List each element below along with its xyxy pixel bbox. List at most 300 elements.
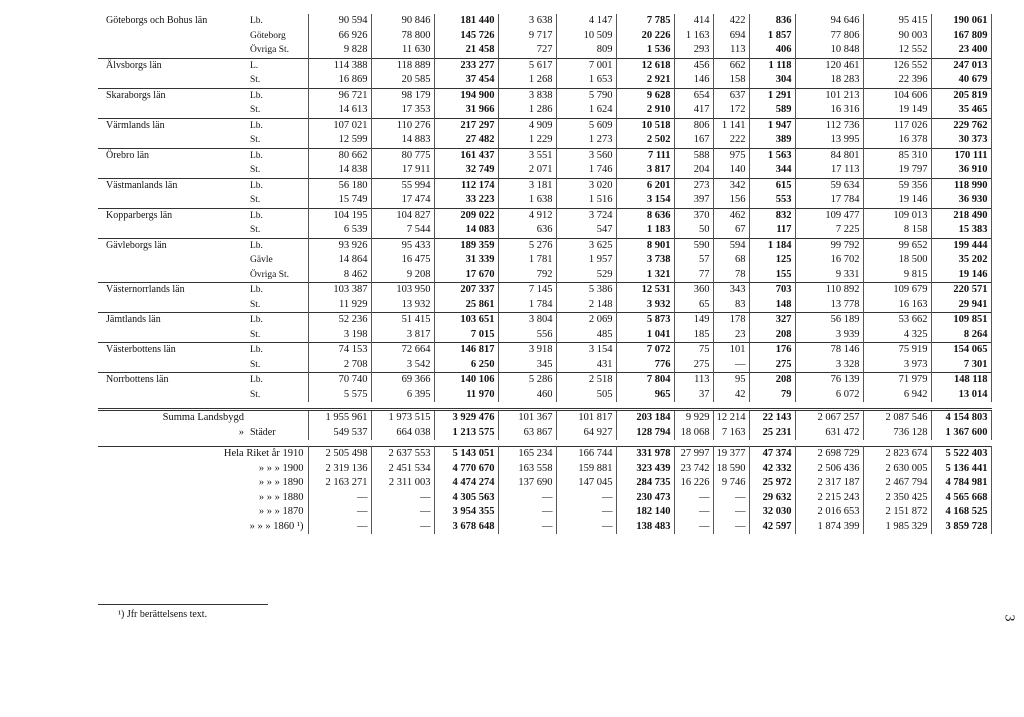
table-cell: 118 889 bbox=[371, 58, 434, 73]
table-cell: 736 128 bbox=[863, 426, 931, 441]
table-cell: 594 bbox=[713, 238, 749, 253]
table-cell: 163 558 bbox=[498, 462, 556, 477]
table-cell: 159 881 bbox=[556, 462, 616, 477]
table-cell: 112 174 bbox=[434, 178, 498, 193]
table-cell: 360 bbox=[674, 283, 713, 298]
table-cell: 203 184 bbox=[616, 410, 674, 426]
table-cell: 230 473 bbox=[616, 491, 674, 506]
table-cell: 2 708 bbox=[308, 358, 371, 373]
region-name bbox=[98, 358, 248, 373]
row-subtype: St. bbox=[248, 163, 308, 178]
table-cell: 1 291 bbox=[749, 88, 795, 103]
table-cell: 20 226 bbox=[616, 29, 674, 44]
table-row bbox=[98, 29, 991, 44]
table-cell: 10 848 bbox=[795, 43, 863, 58]
table-cell: 19 377 bbox=[713, 447, 749, 462]
table-cell: 293 bbox=[674, 43, 713, 58]
table-cell: 8 264 bbox=[931, 328, 991, 343]
table-cell: 664 038 bbox=[371, 426, 434, 441]
table-cell: 505 bbox=[556, 388, 616, 403]
table-cell: 110 276 bbox=[371, 118, 434, 133]
footnote: ¹) Jfr berättelsens text. bbox=[118, 609, 208, 620]
table-cell: 18 068 bbox=[674, 426, 713, 441]
row-subtype: St. bbox=[248, 103, 308, 118]
total-row bbox=[98, 491, 991, 506]
table-cell: 589 bbox=[749, 103, 795, 118]
footnote-rule bbox=[98, 604, 268, 605]
table-cell: 1 321 bbox=[616, 268, 674, 283]
table-cell: 9 717 bbox=[498, 29, 556, 44]
table-cell: 17 353 bbox=[371, 103, 434, 118]
table-cell: 792 bbox=[498, 268, 556, 283]
table-cell: 84 801 bbox=[795, 148, 863, 163]
table-cell: 78 bbox=[713, 268, 749, 283]
table-cell: 2 518 bbox=[556, 373, 616, 388]
region-name: Jämtlands län bbox=[98, 313, 248, 328]
table-cell: 9 208 bbox=[371, 268, 434, 283]
table-cell: 331 978 bbox=[616, 447, 674, 462]
table-cell: 3 724 bbox=[556, 208, 616, 223]
row-subtype: Lb. bbox=[248, 14, 308, 29]
table-cell: 76 139 bbox=[795, 373, 863, 388]
table-cell: 204 bbox=[674, 163, 713, 178]
table-cell: 2 151 872 bbox=[863, 505, 931, 520]
table-cell: 3 638 bbox=[498, 14, 556, 29]
table-cell: — bbox=[674, 491, 713, 506]
table-cell: 104 827 bbox=[371, 208, 434, 223]
table-cell: 138 483 bbox=[616, 520, 674, 535]
table-cell: 3 804 bbox=[498, 313, 556, 328]
table-cell: 3 932 bbox=[616, 298, 674, 313]
region-name bbox=[98, 388, 248, 403]
table-row bbox=[98, 43, 991, 58]
table-cell: 1 947 bbox=[749, 118, 795, 133]
table-cell: 12 531 bbox=[616, 283, 674, 298]
table-cell: 417 bbox=[674, 103, 713, 118]
table-cell: — bbox=[371, 505, 434, 520]
table-row bbox=[98, 118, 991, 133]
table-cell: — bbox=[371, 491, 434, 506]
table-cell: 2 067 257 bbox=[795, 410, 863, 426]
table-cell: 4 168 525 bbox=[931, 505, 991, 520]
table-cell: 22 143 bbox=[749, 410, 795, 426]
table-cell: 77 806 bbox=[795, 29, 863, 44]
total-label: » » » 1900 bbox=[98, 462, 308, 477]
table-cell: 11 929 bbox=[308, 298, 371, 313]
region-name: Skaraborgs län bbox=[98, 88, 248, 103]
row-subtype: St. bbox=[248, 193, 308, 208]
table-cell: 172 bbox=[713, 103, 749, 118]
table-cell: 1 857 bbox=[749, 29, 795, 44]
table-cell: 1 985 329 bbox=[863, 520, 931, 535]
table-cell: 2 502 bbox=[616, 133, 674, 148]
row-subtype: Göteborg bbox=[248, 29, 308, 44]
table-cell: 36 910 bbox=[931, 163, 991, 178]
table-cell: — bbox=[674, 520, 713, 535]
table-cell: 56 189 bbox=[795, 313, 863, 328]
table-row bbox=[98, 223, 991, 238]
table-cell: — bbox=[498, 491, 556, 506]
region-name bbox=[98, 103, 248, 118]
table-cell: 17 670 bbox=[434, 268, 498, 283]
table-cell: 229 762 bbox=[931, 118, 991, 133]
table-cell: 2 319 136 bbox=[308, 462, 371, 477]
table-cell: 101 367 bbox=[498, 410, 556, 426]
table-cell: 1 268 bbox=[498, 73, 556, 88]
table-cell: 104 195 bbox=[308, 208, 371, 223]
table-cell: 33 223 bbox=[434, 193, 498, 208]
table-cell: 345 bbox=[498, 358, 556, 373]
table-cell: 166 744 bbox=[556, 447, 616, 462]
table-cell: 549 537 bbox=[308, 426, 371, 441]
table-cell: 199 444 bbox=[931, 238, 991, 253]
table-row bbox=[98, 88, 991, 103]
table-cell: 6 072 bbox=[795, 388, 863, 403]
table-cell: 1 041 bbox=[616, 328, 674, 343]
table-cell: 233 277 bbox=[434, 58, 498, 73]
table-cell: 113 bbox=[674, 373, 713, 388]
table-cell: 16 316 bbox=[795, 103, 863, 118]
table-row bbox=[98, 73, 991, 88]
sum-subtype: Städer bbox=[248, 426, 308, 441]
table-cell: 9 828 bbox=[308, 43, 371, 58]
table-row bbox=[98, 58, 991, 73]
table-cell: 1 286 bbox=[498, 103, 556, 118]
population-table bbox=[98, 14, 992, 534]
table-cell: — bbox=[556, 520, 616, 535]
table-cell: 47 374 bbox=[749, 447, 795, 462]
table-cell: 806 bbox=[674, 118, 713, 133]
table-cell: 137 690 bbox=[498, 476, 556, 491]
table-cell: 37 454 bbox=[434, 73, 498, 88]
table-cell: 529 bbox=[556, 268, 616, 283]
region-name: Norrbottens län bbox=[98, 373, 248, 388]
row-subtype: Lb. bbox=[248, 118, 308, 133]
table-cell: 147 045 bbox=[556, 476, 616, 491]
table-cell: 35 465 bbox=[931, 103, 991, 118]
table-row bbox=[98, 283, 991, 298]
region-name: Västerbottens län bbox=[98, 343, 248, 358]
table-cell: 703 bbox=[749, 283, 795, 298]
table-cell: 95 433 bbox=[371, 238, 434, 253]
table-cell: 2 467 794 bbox=[863, 476, 931, 491]
table-cell: 5 522 403 bbox=[931, 447, 991, 462]
table-cell: — bbox=[713, 358, 749, 373]
table-cell: 1 536 bbox=[616, 43, 674, 58]
table-cell: 836 bbox=[749, 14, 795, 29]
table-cell: 4 784 981 bbox=[931, 476, 991, 491]
table-cell: 654 bbox=[674, 88, 713, 103]
table-row bbox=[98, 358, 991, 373]
table-cell: 8 462 bbox=[308, 268, 371, 283]
table-cell: 6 250 bbox=[434, 358, 498, 373]
table-cell: 182 140 bbox=[616, 505, 674, 520]
table-cell: 103 387 bbox=[308, 283, 371, 298]
table-cell: 13 995 bbox=[795, 133, 863, 148]
table-cell: 16 163 bbox=[863, 298, 931, 313]
table-cell: 5 790 bbox=[556, 88, 616, 103]
table-cell: 16 378 bbox=[863, 133, 931, 148]
row-subtype: Lb. bbox=[248, 208, 308, 223]
table-cell: 118 990 bbox=[931, 178, 991, 193]
region-name: Gävleborgs län bbox=[98, 238, 248, 253]
table-cell: 1 781 bbox=[498, 253, 556, 268]
table-cell: 16 702 bbox=[795, 253, 863, 268]
table-cell: 27 997 bbox=[674, 447, 713, 462]
table-cell: 7 163 bbox=[713, 426, 749, 441]
row-subtype: L. bbox=[248, 58, 308, 73]
table-cell: 3 738 bbox=[616, 253, 674, 268]
sum-row bbox=[98, 426, 991, 441]
table-cell: 156 bbox=[713, 193, 749, 208]
total-label: » » » 1870 bbox=[98, 505, 308, 520]
table-cell: 1 516 bbox=[556, 193, 616, 208]
table-cell: 13 014 bbox=[931, 388, 991, 403]
table-cell: 694 bbox=[713, 29, 749, 44]
table-row bbox=[98, 178, 991, 193]
table-cell: 3 678 648 bbox=[434, 520, 498, 535]
table-cell: 42 bbox=[713, 388, 749, 403]
region-name: Göteborgs och Bohus län bbox=[106, 15, 208, 26]
table-cell: 90 846 bbox=[371, 14, 434, 29]
table-cell: 67 bbox=[713, 223, 749, 238]
table-cell: 93 926 bbox=[308, 238, 371, 253]
region-name: Örebro län bbox=[98, 148, 248, 163]
table-cell: 14 838 bbox=[308, 163, 371, 178]
table-cell: 218 490 bbox=[931, 208, 991, 223]
table-cell: — bbox=[498, 505, 556, 520]
table-cell: — bbox=[308, 505, 371, 520]
table-cell: 5 575 bbox=[308, 388, 371, 403]
row-subtype: Lb. bbox=[248, 238, 308, 253]
page-number: 3 bbox=[1001, 614, 1017, 622]
table-cell: 3 181 bbox=[498, 178, 556, 193]
row-subtype: St. bbox=[248, 223, 308, 238]
table-cell: 1 118 bbox=[749, 58, 795, 73]
table-cell: 5 143 051 bbox=[434, 447, 498, 462]
table-cell: 422 bbox=[713, 14, 749, 29]
table-cell: 5 617 bbox=[498, 58, 556, 73]
table-cell: 342 bbox=[713, 178, 749, 193]
table-cell: 6 395 bbox=[371, 388, 434, 403]
table-cell: 4 147 bbox=[556, 14, 616, 29]
table-cell: 170 111 bbox=[931, 148, 991, 163]
table-cell: 78 800 bbox=[371, 29, 434, 44]
table-cell: 1 163 bbox=[674, 29, 713, 44]
table-cell: 6 942 bbox=[863, 388, 931, 403]
table-cell: 9 815 bbox=[863, 268, 931, 283]
total-label: » » » 1890 bbox=[98, 476, 308, 491]
table-cell: 178 bbox=[713, 313, 749, 328]
row-subtype: Lb. bbox=[248, 343, 308, 358]
table-cell: 1 367 600 bbox=[931, 426, 991, 441]
table-cell: 1 784 bbox=[498, 298, 556, 313]
table-cell: 165 234 bbox=[498, 447, 556, 462]
table-cell: 7 301 bbox=[931, 358, 991, 373]
table-cell: 18 283 bbox=[795, 73, 863, 88]
table-row bbox=[98, 238, 991, 253]
table-cell: 181 440 bbox=[434, 14, 498, 29]
table-cell: 14 613 bbox=[308, 103, 371, 118]
table-cell: 120 461 bbox=[795, 58, 863, 73]
table-cell: 460 bbox=[498, 388, 556, 403]
table-row bbox=[98, 268, 991, 283]
table-cell: 1 141 bbox=[713, 118, 749, 133]
table-cell: 5 386 bbox=[556, 283, 616, 298]
table-cell: 1 624 bbox=[556, 103, 616, 118]
table-cell: 42 332 bbox=[749, 462, 795, 477]
table-cell: 975 bbox=[713, 148, 749, 163]
table-cell: 176 bbox=[749, 343, 795, 358]
table-cell: 74 153 bbox=[308, 343, 371, 358]
table-cell: 65 bbox=[674, 298, 713, 313]
table-cell: 71 979 bbox=[863, 373, 931, 388]
spacer-row bbox=[98, 402, 991, 410]
row-subtype: Lb. bbox=[248, 178, 308, 193]
region-name: Älvsborgs län bbox=[98, 58, 248, 73]
table-cell: 117 bbox=[749, 223, 795, 238]
table-cell: 42 597 bbox=[749, 520, 795, 535]
table-cell: 29 941 bbox=[931, 298, 991, 313]
table-cell: 5 873 bbox=[616, 313, 674, 328]
table-cell: 323 439 bbox=[616, 462, 674, 477]
table-cell: 109 477 bbox=[795, 208, 863, 223]
table-cell: — bbox=[674, 505, 713, 520]
table-cell: 7 225 bbox=[795, 223, 863, 238]
sum-row bbox=[98, 410, 991, 426]
table-cell: 113 bbox=[713, 43, 749, 58]
table-row bbox=[98, 133, 991, 148]
table-cell: 190 061 bbox=[931, 14, 991, 29]
table-cell: 462 bbox=[713, 208, 749, 223]
table-cell: 167 809 bbox=[931, 29, 991, 44]
table-cell: 485 bbox=[556, 328, 616, 343]
table-cell: 185 bbox=[674, 328, 713, 343]
table-cell: 3 551 bbox=[498, 148, 556, 163]
table-cell: 2 317 187 bbox=[795, 476, 863, 491]
table-cell: 4 154 803 bbox=[931, 410, 991, 426]
table-cell: 10 518 bbox=[616, 118, 674, 133]
table-cell: 128 794 bbox=[616, 426, 674, 441]
region-name bbox=[98, 193, 248, 208]
table-cell: 112 736 bbox=[795, 118, 863, 133]
table-cell: 1 653 bbox=[556, 73, 616, 88]
table-cell: — bbox=[308, 520, 371, 535]
table-cell: 4 912 bbox=[498, 208, 556, 223]
table-cell: 615 bbox=[749, 178, 795, 193]
table-cell: 63 867 bbox=[498, 426, 556, 441]
table-cell: 158 bbox=[713, 73, 749, 88]
sum-label: Summa Landsbygd bbox=[98, 410, 248, 426]
row-subtype: Lb. bbox=[248, 283, 308, 298]
table-cell: 27 482 bbox=[434, 133, 498, 148]
table-cell: 275 bbox=[674, 358, 713, 373]
table-cell: 37 bbox=[674, 388, 713, 403]
table-cell: 343 bbox=[713, 283, 749, 298]
table-cell: 2 163 271 bbox=[308, 476, 371, 491]
table-cell: 275 bbox=[749, 358, 795, 373]
region-name bbox=[98, 163, 248, 178]
table-cell: 2 016 653 bbox=[795, 505, 863, 520]
table-cell: 56 180 bbox=[308, 178, 371, 193]
table-cell: 25 972 bbox=[749, 476, 795, 491]
table-cell: 7 785 bbox=[616, 14, 674, 29]
table-cell: 4 770 670 bbox=[434, 462, 498, 477]
table-cell: 101 213 bbox=[795, 88, 863, 103]
table-cell: 51 415 bbox=[371, 313, 434, 328]
table-cell: 125 bbox=[749, 253, 795, 268]
table-cell: 149 bbox=[674, 313, 713, 328]
table-cell: 50 bbox=[674, 223, 713, 238]
table-cell: 23 bbox=[713, 328, 749, 343]
table-cell: 72 664 bbox=[371, 343, 434, 358]
table-cell: 101 817 bbox=[556, 410, 616, 426]
table-cell: 83 bbox=[713, 298, 749, 313]
table-cell: 220 571 bbox=[931, 283, 991, 298]
table-cell: 126 552 bbox=[863, 58, 931, 73]
row-subtype: Lb. bbox=[248, 373, 308, 388]
table-cell: 109 013 bbox=[863, 208, 931, 223]
table-cell: 6 539 bbox=[308, 223, 371, 238]
table-cell: 32 749 bbox=[434, 163, 498, 178]
region-name bbox=[98, 328, 248, 343]
table-cell: 4 474 274 bbox=[434, 476, 498, 491]
table-cell: 90 594 bbox=[308, 14, 371, 29]
table-cell: — bbox=[556, 491, 616, 506]
table-cell: 96 721 bbox=[308, 88, 371, 103]
table-cell: 17 113 bbox=[795, 163, 863, 178]
row-subtype: St. bbox=[248, 133, 308, 148]
table-cell: 2 698 729 bbox=[795, 447, 863, 462]
table-cell: 189 359 bbox=[434, 238, 498, 253]
region-name bbox=[98, 133, 248, 148]
table-cell: 23 400 bbox=[931, 43, 991, 58]
table-row bbox=[98, 373, 991, 388]
table-cell: 21 458 bbox=[434, 43, 498, 58]
total-row bbox=[98, 505, 991, 520]
total-row bbox=[98, 447, 991, 462]
table-cell: 832 bbox=[749, 208, 795, 223]
table-row bbox=[98, 193, 991, 208]
table-cell: 5 286 bbox=[498, 373, 556, 388]
table-cell: 31 966 bbox=[434, 103, 498, 118]
table-cell: 1 955 961 bbox=[308, 410, 371, 426]
table-cell: 7 111 bbox=[616, 148, 674, 163]
table-cell: 456 bbox=[674, 58, 713, 73]
table-cell: 79 bbox=[749, 388, 795, 403]
table-cell: 3 154 bbox=[616, 193, 674, 208]
table-cell: 3 918 bbox=[498, 343, 556, 358]
table-cell: 7 544 bbox=[371, 223, 434, 238]
table-cell: 370 bbox=[674, 208, 713, 223]
table-cell: 547 bbox=[556, 223, 616, 238]
table-cell: 1 746 bbox=[556, 163, 616, 178]
table-cell: 1 213 575 bbox=[434, 426, 498, 441]
table-cell: 95 415 bbox=[863, 14, 931, 29]
row-subtype: Lb. bbox=[248, 148, 308, 163]
table-cell: 590 bbox=[674, 238, 713, 253]
table-cell: 414 bbox=[674, 14, 713, 29]
row-subtype: Lb. bbox=[248, 88, 308, 103]
table-cell: 2 506 436 bbox=[795, 462, 863, 477]
region-name bbox=[98, 223, 248, 238]
table-cell: 2 350 425 bbox=[863, 491, 931, 506]
table-cell: 1 638 bbox=[498, 193, 556, 208]
table-cell: 12 552 bbox=[863, 43, 931, 58]
table-cell: 25 231 bbox=[749, 426, 795, 441]
table-cell: 2 148 bbox=[556, 298, 616, 313]
table-cell: 397 bbox=[674, 193, 713, 208]
